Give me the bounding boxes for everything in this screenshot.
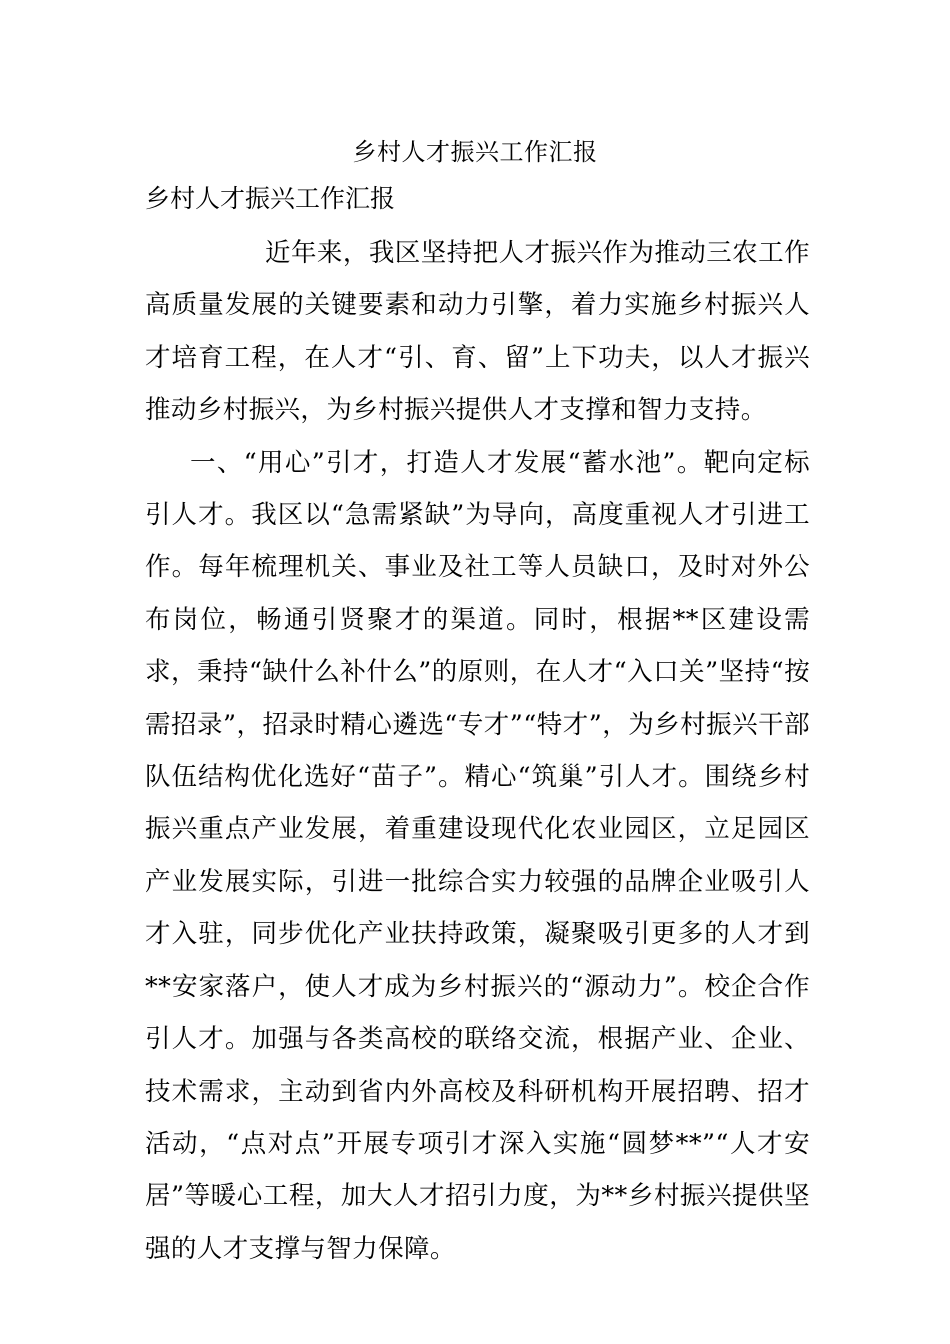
intro-paragraph: 近年来，我区坚持把人才振兴作为推动三农工作高质量发展的关键要素和动力引擎，着力实施乡村振兴人才培育工程，在人才“引、育、留”上下功夫，以人才振兴推动乡村振兴，为乡村振兴提供人才支撑和智力支持。: [145, 238, 810, 426]
document-subtitle: 乡村人才振兴工作汇报: [145, 184, 396, 213]
document-body: [145, 177, 810, 1275]
section-one-paragraph: 一、“用心”引才，打造人才发展“蓄水池”。靶向定标引人才。我区以“急需紧缺”为导向，高度重视人才引进工作。每年梳理机关、事业及社工等人员缺口，及时对外公布岗位，畅通引贤聚才的渠道。同时，根据**区建设需求，秉持“缺什么补什么”的原则，在人才“入口关”坚持“按需招录”，招录时精心遴选“专才”“特才”，为乡村振兴干部队伍结构优化选好“苗子”。精心“筑巢”引人才。围绕乡村振兴重点产业发展，着重建设现代化农业园区，立足园区产业发展实际，引进一批综合实力较强的品牌企业吸引人才入驻，同步优化产业扶持政策，凝聚吸引更多的人才到**安家落户，使人才成为乡村振兴的“源动力”。校企合作引人才。加强与各类高校的联络交流，根据产业、企业、技术需求，主动到省内外高校及科研机构开展招聘、招才活动，“点对点”开展专项引才深入实施“圆梦**”“人才安居”等暖心工程，加大人才招引力度，为**乡村振兴提供坚强的人才支撑与智力保障。: [145, 447, 810, 1264]
document-title: 乡村人才振兴工作汇报: [352, 138, 598, 166]
